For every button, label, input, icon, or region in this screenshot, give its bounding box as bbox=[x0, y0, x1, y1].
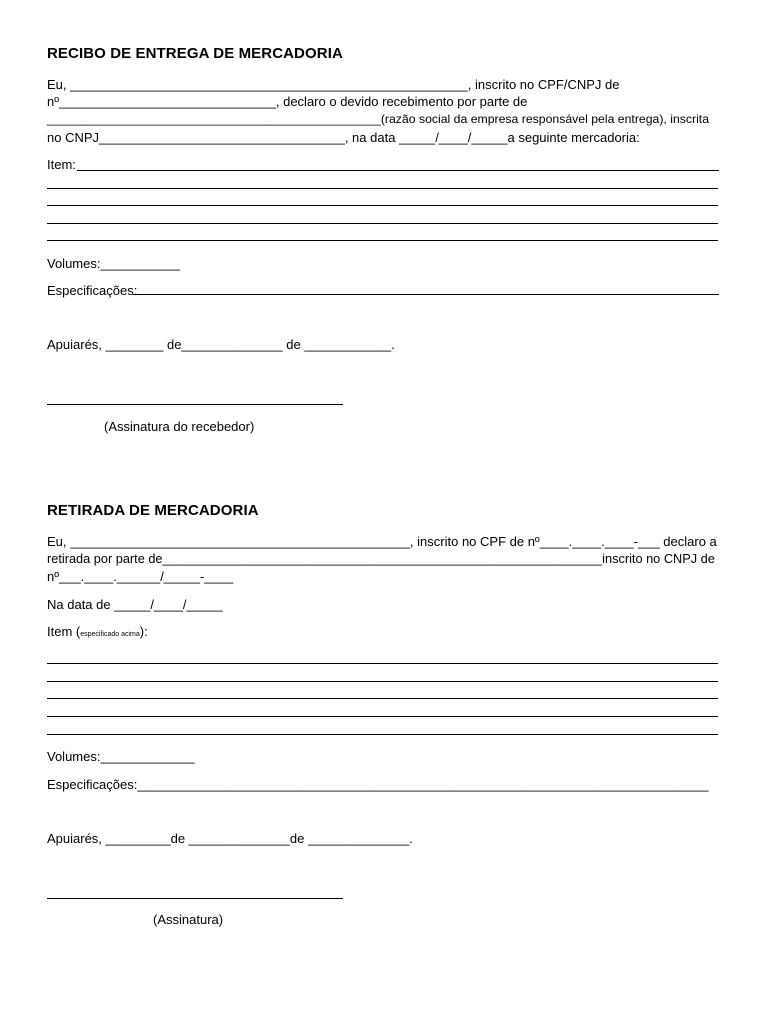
recibo-apuiares: Apuiarés, ________ de______________ de ____________. bbox=[47, 337, 395, 352]
retirada-line-2: retirada por parte de______________________________________________________________inscrito no CNPJ de bbox=[47, 551, 715, 566]
retirada-item-line bbox=[47, 681, 718, 682]
retirada-item-close: ): bbox=[139, 624, 148, 639]
recibo-signature-line bbox=[47, 404, 343, 405]
retirada-na-data: Na data de _____/____/_____ bbox=[47, 597, 223, 612]
recibo-line-4: no CNPJ__________________________________, na data _____/____/_____a seguinte mercadoria: bbox=[47, 130, 640, 145]
retirada-item-label-text: Item ( bbox=[47, 624, 81, 639]
recibo-item-line bbox=[47, 188, 718, 189]
retirada-signature-line bbox=[47, 898, 343, 899]
recibo-especificacoes: Especificações: bbox=[47, 283, 138, 298]
retirada-title: RETIRADA DE MERCADORIA bbox=[47, 502, 259, 519]
recibo-volumes: Volumes:___________ bbox=[47, 256, 181, 271]
retirada-item-label bbox=[47, 623, 148, 643]
recibo-line-3: _________________________________________________(razão social da empresa responsável pela entrega), inscrita bbox=[47, 112, 710, 126]
retirada-volumes: Volumes:_____________ bbox=[47, 749, 195, 764]
retirada-especificacoes: Especificações:_______________________________________________________________________________ bbox=[47, 777, 709, 792]
retirada-line-1: Eu, _______________________________________________, inscrito no CPF de nº____.____.____-___ declaro a bbox=[47, 534, 717, 549]
retirada-item-small: especificado acima bbox=[80, 631, 140, 638]
recibo-item-line bbox=[47, 240, 718, 241]
retirada-apuiares: Apuiarés, _________de ______________de ______________. bbox=[47, 831, 413, 846]
recibo-signature-label: (Assinatura do recebedor) bbox=[104, 419, 255, 434]
recibo-item-label: Item: bbox=[47, 157, 76, 172]
retirada-signature-label: (Assinatura) bbox=[153, 912, 224, 927]
retirada-line-3: nº___.____.______/_____-____ bbox=[47, 569, 234, 584]
recibo-especificacoes-line bbox=[133, 294, 719, 295]
retirada-item-line bbox=[47, 734, 718, 735]
retirada-item-line bbox=[47, 663, 718, 664]
recibo-line-2: nº______________________________, declaro o devido recebimento por parte de bbox=[47, 94, 528, 109]
recibo-item-line bbox=[47, 223, 718, 224]
recibo-item-line bbox=[77, 170, 719, 171]
retirada-item-line bbox=[47, 716, 718, 717]
recibo-line-1: Eu, _______________________________________________________, inscrito no CPF/CNPJ de bbox=[47, 77, 620, 92]
retirada-item-line bbox=[47, 698, 718, 699]
recibo-item-line bbox=[47, 205, 718, 206]
recibo-title: RECIBO DE ENTREGA DE MERCADORIA bbox=[47, 45, 343, 62]
